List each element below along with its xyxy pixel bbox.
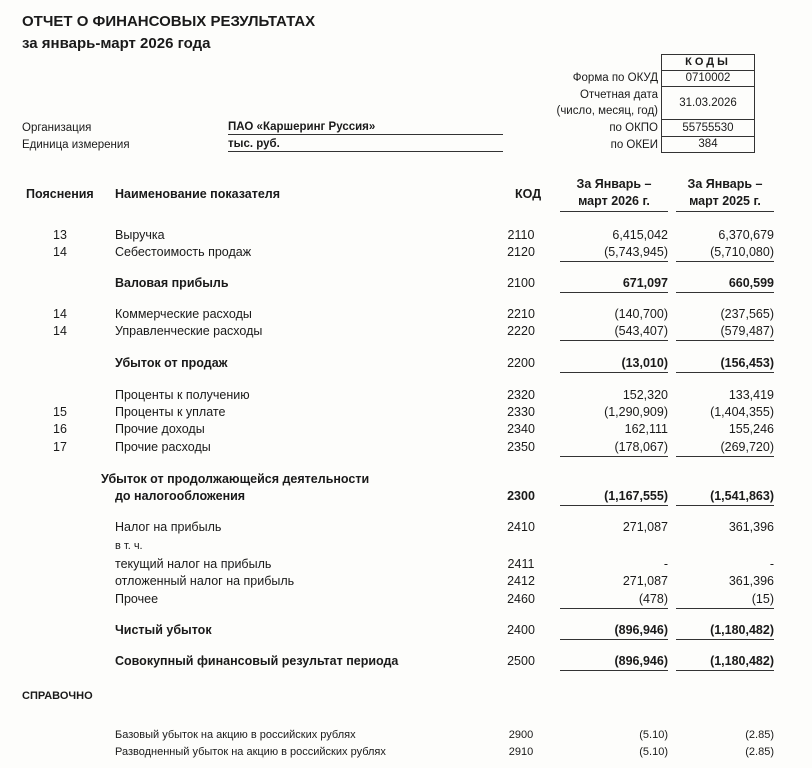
okei-code: 384 bbox=[661, 137, 755, 153]
row-code: 2910 bbox=[508, 746, 534, 758]
row-code: 2410 bbox=[507, 520, 535, 534]
row-code: 2500 bbox=[507, 654, 535, 668]
row-value-2025: 155,246 bbox=[728, 422, 774, 436]
date-label-2: (число, месяц, год) bbox=[556, 105, 658, 117]
date-label-1: Отчетная дата bbox=[579, 89, 658, 101]
reference-row bbox=[0, 726, 812, 744]
row-value-2026: 6,415,042 bbox=[612, 228, 668, 242]
codes-header: КОДЫ bbox=[661, 54, 755, 71]
row-value-2026: (140,700) bbox=[614, 307, 668, 321]
row-code: 2210 bbox=[507, 307, 535, 321]
row-name: до налогообложения bbox=[115, 489, 246, 503]
reference-heading: СПРАВОЧНО bbox=[22, 690, 93, 702]
row-name: Чистый убыток bbox=[115, 623, 212, 637]
org-label: Организация bbox=[22, 122, 92, 134]
row-name: в т. ч. bbox=[115, 540, 143, 552]
table-row bbox=[0, 652, 812, 670]
row-name: Убыток от продолжающейся деятельности bbox=[101, 472, 370, 486]
col-notes-header: Пояснения bbox=[26, 187, 94, 201]
row-value-2025: (579,487) bbox=[676, 322, 774, 341]
row-note: 14 bbox=[53, 245, 67, 259]
row-name: Совокупный финансовый результат периода bbox=[115, 654, 399, 668]
reference-row bbox=[0, 743, 812, 761]
row-name: Проценты к уплате bbox=[115, 405, 226, 419]
table-row bbox=[0, 518, 812, 536]
okpo-code: 55755530 bbox=[661, 120, 755, 137]
table-row bbox=[0, 621, 812, 639]
row-code: 2340 bbox=[507, 422, 535, 436]
row-code: 2120 bbox=[507, 245, 535, 259]
table-row bbox=[0, 386, 812, 404]
row-value-2026: 271,087 bbox=[622, 520, 668, 534]
table-row bbox=[0, 420, 812, 438]
row-code: 2900 bbox=[508, 729, 534, 741]
row-name: текущий налог на прибыль bbox=[115, 557, 272, 571]
row-value-2026: (5,743,945) bbox=[560, 243, 668, 262]
row-value-2025: 6,370,679 bbox=[718, 228, 774, 242]
report-period: за январь-март 2026 года bbox=[22, 35, 211, 52]
row-note: 14 bbox=[53, 307, 67, 321]
row-code: 2411 bbox=[507, 557, 535, 571]
row-code: 2400 bbox=[507, 623, 535, 637]
row-name: Валовая прибыль bbox=[115, 276, 229, 290]
row-code: 2350 bbox=[507, 440, 535, 454]
okei-label: по ОКЕИ bbox=[610, 139, 658, 151]
row-value-2025: - bbox=[769, 557, 774, 571]
row-name: Проценты к получению bbox=[115, 388, 250, 402]
table-row bbox=[0, 305, 812, 323]
row-value-2026: - bbox=[663, 557, 668, 571]
table-row bbox=[0, 590, 812, 608]
row-value-2026: (178,067) bbox=[560, 438, 668, 457]
table-row bbox=[0, 438, 812, 456]
org-value: ПАО «Каршеринг Руссия» bbox=[228, 121, 503, 135]
row-name: Выручка bbox=[115, 228, 165, 242]
col-period2-header bbox=[676, 176, 774, 210]
report-date: 31.03.2026 bbox=[661, 87, 755, 120]
col-period1-line1: За Январь – bbox=[576, 177, 652, 191]
row-value-2026: (13,010) bbox=[560, 354, 668, 373]
row-code: 2100 bbox=[507, 276, 535, 290]
col-period2-line1: За Январь – bbox=[687, 177, 763, 191]
row-value-2026: (543,407) bbox=[560, 322, 668, 341]
row-name: Прочие расходы bbox=[115, 440, 211, 454]
row-value-2025: 133,419 bbox=[728, 388, 774, 402]
row-code: 2320 bbox=[507, 388, 535, 402]
row-value-2025: (15) bbox=[676, 590, 774, 609]
row-value-2026: (896,946) bbox=[560, 621, 668, 640]
row-note: 14 bbox=[53, 324, 67, 338]
table-row bbox=[0, 555, 812, 573]
row-code: 2330 bbox=[507, 405, 535, 419]
row-value-2026: (478) bbox=[560, 590, 668, 609]
row-value-2025: (237,565) bbox=[720, 307, 774, 321]
row-value-2025: (269,720) bbox=[676, 438, 774, 457]
row-value-2026: (5.10) bbox=[639, 746, 668, 758]
col-period1-header bbox=[560, 176, 668, 210]
row-value-2026: (1,167,555) bbox=[560, 487, 668, 506]
table-row bbox=[0, 322, 812, 340]
row-name: Управленческие расходы bbox=[115, 324, 263, 338]
row-value-2025: 361,396 bbox=[728, 574, 774, 588]
table-row bbox=[0, 274, 812, 292]
table-row bbox=[0, 470, 812, 488]
row-name: Прочие доходы bbox=[115, 422, 205, 436]
row-value-2025: (2.85) bbox=[745, 729, 774, 741]
unit-label: Единица измерения bbox=[22, 139, 130, 151]
row-code: 2220 bbox=[507, 324, 535, 338]
row-name: Разводненный убыток на акцию в российских рублях bbox=[115, 746, 386, 758]
header-rule-p1 bbox=[560, 211, 668, 212]
row-note: 15 bbox=[53, 405, 67, 419]
row-code: 2412 bbox=[507, 574, 535, 588]
row-value-2025: (1,180,482) bbox=[676, 652, 774, 671]
row-value-2026: 162,111 bbox=[624, 422, 668, 436]
row-value-2026: 671,097 bbox=[560, 274, 668, 293]
col-code-header: КОД bbox=[515, 187, 542, 201]
okpo-label: по ОКПО bbox=[609, 122, 658, 134]
okud-code: 0710002 bbox=[661, 70, 755, 87]
col-name-header: Наименование показателя bbox=[115, 187, 281, 201]
row-name: Убыток от продаж bbox=[115, 356, 228, 370]
row-value-2025: (156,453) bbox=[676, 354, 774, 373]
row-value-2025: 660,599 bbox=[676, 274, 774, 293]
row-value-2025: (2.85) bbox=[745, 746, 774, 758]
table-row bbox=[0, 226, 812, 244]
row-name: Налог на прибыль bbox=[115, 520, 222, 534]
row-value-2025: (1,541,863) bbox=[676, 487, 774, 506]
table-row bbox=[0, 354, 812, 372]
row-name: Прочее bbox=[115, 592, 159, 606]
row-name: Коммерческие расходы bbox=[115, 307, 252, 321]
row-value-2025: (1,180,482) bbox=[676, 621, 774, 640]
okud-label: Форма по ОКУД bbox=[572, 72, 658, 84]
row-value-2026: (1,290,909) bbox=[604, 405, 668, 419]
table-row bbox=[0, 537, 812, 555]
table-row bbox=[0, 487, 812, 505]
col-period2-line2: март 2025 г. bbox=[689, 194, 761, 208]
row-code: 2300 bbox=[507, 489, 535, 503]
row-value-2025: 361,396 bbox=[728, 520, 774, 534]
row-value-2026: 271,087 bbox=[622, 574, 668, 588]
table-row bbox=[0, 572, 812, 590]
row-value-2025: (5,710,080) bbox=[676, 243, 774, 262]
table-row bbox=[0, 243, 812, 261]
row-value-2026: (896,946) bbox=[560, 652, 668, 671]
row-note: 13 bbox=[53, 228, 67, 242]
row-value-2026: (5.10) bbox=[639, 729, 668, 741]
row-name: Себестоимость продаж bbox=[115, 245, 252, 259]
row-code: 2200 bbox=[507, 356, 535, 370]
report-title: ОТЧЕТ О ФИНАНСОВЫХ РЕЗУЛЬТАТАХ bbox=[22, 13, 316, 30]
header-rule-p2 bbox=[676, 211, 774, 212]
col-period1-line2: март 2026 г. bbox=[578, 194, 650, 208]
row-code: 2460 bbox=[507, 592, 535, 606]
row-value-2025: (1,404,355) bbox=[710, 405, 774, 419]
table-row bbox=[0, 403, 812, 421]
row-note: 16 bbox=[53, 422, 67, 436]
row-value-2026: 152,320 bbox=[622, 388, 668, 402]
row-code: 2110 bbox=[507, 228, 535, 242]
row-note: 17 bbox=[53, 440, 67, 454]
row-name: отложенный налог на прибыль bbox=[115, 574, 295, 588]
row-name: Базовый убыток на акцию в российских рублях bbox=[115, 729, 356, 741]
unit-value: тыс. руб. bbox=[228, 138, 503, 152]
